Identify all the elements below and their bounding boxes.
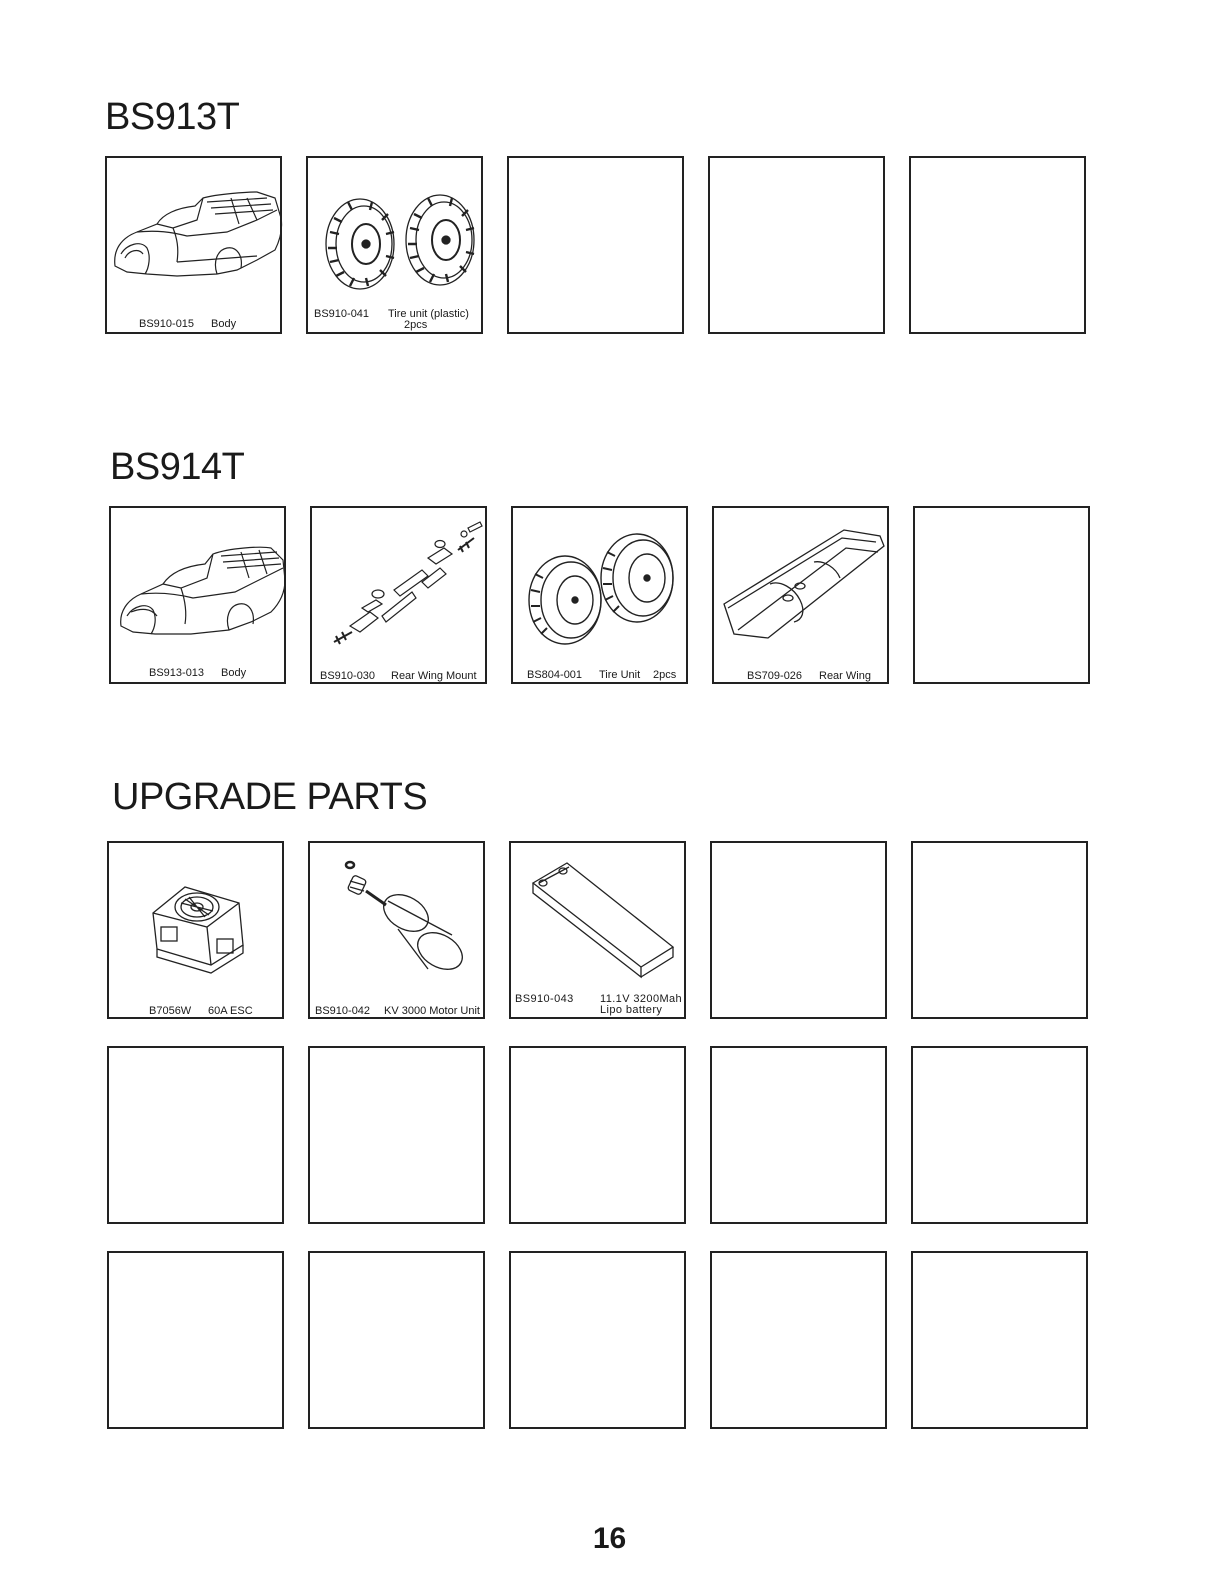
part-box	[306, 156, 483, 334]
empty-part-box	[911, 1046, 1088, 1224]
empty-part-box	[909, 156, 1086, 334]
part-name: Rear Wing	[819, 670, 871, 682]
empty-part-box	[507, 156, 684, 334]
part-name: Tire unit (plastic)	[388, 308, 469, 320]
empty-part-box	[509, 1046, 686, 1224]
part-box	[105, 156, 282, 334]
rear-wing-illustration	[714, 508, 891, 686]
part-box	[107, 841, 284, 1019]
part-box	[712, 506, 889, 684]
part-name: 60A ESC	[208, 1005, 253, 1017]
part-code: BS709-026	[747, 670, 803, 682]
empty-part-box	[708, 156, 885, 334]
part-name: Body	[221, 667, 247, 679]
part-name: Rear Wing Mount	[391, 670, 477, 682]
section-title-upgrade-parts: UPGRADE PARTS	[112, 776, 428, 818]
part-name: KV 3000 Motor Unit	[384, 1005, 480, 1017]
part-name: 11.1V 3200Mah	[600, 993, 683, 1005]
part-code: BS910-043	[515, 993, 574, 1005]
part-code: BS910-041	[314, 308, 370, 320]
motor-illustration	[310, 843, 487, 1021]
part-code: BS910-030	[320, 670, 376, 682]
wing-mount-illustration	[312, 508, 489, 686]
part-box	[511, 506, 688, 684]
part-code: BS913-013	[149, 667, 205, 679]
part-qty: Lipo battery	[600, 1004, 663, 1016]
part-code: B7056W	[149, 1005, 192, 1017]
part-name: Body	[211, 318, 237, 330]
part-box	[509, 841, 686, 1019]
empty-part-box	[308, 1046, 485, 1224]
section-title-bs913t: BS913T	[105, 96, 240, 138]
empty-part-box	[710, 1251, 887, 1429]
street-tires-illustration	[513, 508, 690, 686]
part-name: Tire Unit	[599, 669, 641, 681]
part-code: BS804-001	[527, 669, 583, 681]
part-qty: 2pcs	[653, 669, 677, 681]
part-qty: 2pcs	[404, 319, 428, 331]
part-code: BS910-042	[315, 1005, 371, 1017]
empty-part-box	[911, 841, 1088, 1019]
empty-part-box	[509, 1251, 686, 1429]
part-code: BS910-015	[139, 318, 195, 330]
empty-part-box	[911, 1251, 1088, 1429]
empty-part-box	[107, 1046, 284, 1224]
section-title-bs914t: BS914T	[110, 446, 245, 488]
part-box	[308, 841, 485, 1019]
empty-part-box	[710, 1046, 887, 1224]
part-box	[310, 506, 487, 684]
empty-part-box	[710, 841, 887, 1019]
empty-part-box	[308, 1251, 485, 1429]
esc-illustration	[109, 843, 286, 1021]
empty-part-box	[107, 1251, 284, 1429]
truck-body-illustration	[111, 508, 288, 686]
page-number: 16	[592, 1522, 627, 1555]
truck-body-illustration	[107, 158, 284, 336]
part-box	[109, 506, 286, 684]
empty-part-box	[913, 506, 1090, 684]
